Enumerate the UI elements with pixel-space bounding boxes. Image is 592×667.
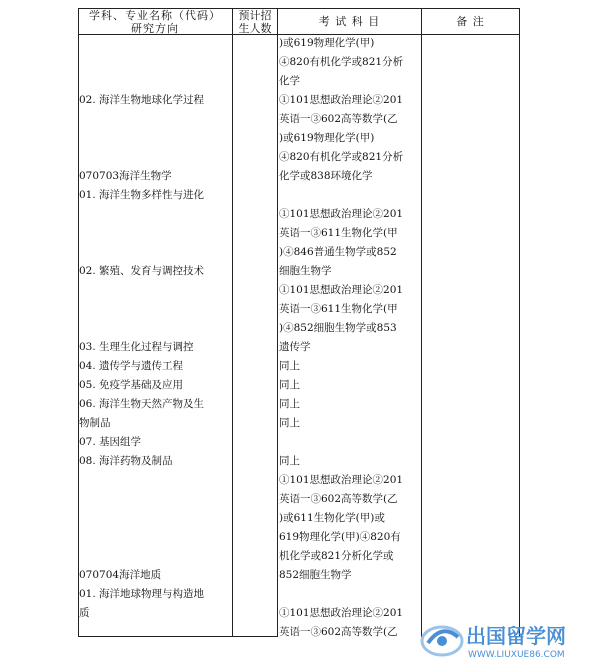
exam-line: 619物理化学(甲)④820有 [279,531,401,543]
major-row: 01. 海洋生物多样性与进化 [79,189,205,201]
exam-line: 化学 [279,75,300,87]
header-enrollment-line2: 生人数 [238,22,272,35]
major-row: 06. 海洋生物天然产物及生 [79,398,205,410]
exam-line: ①101思想政治理论②201 [279,474,404,486]
exam-line: )④846普通生物学或852 [279,246,397,258]
column-divider-3 [421,8,422,637]
header-remarks: 备 注 [456,15,485,28]
major-row: 01. 海洋地球物理与构造地 [79,588,205,600]
exam-line: 化学或838环境化学 [279,170,373,182]
major-row: 070704海洋地质 [79,569,162,581]
exam-line: 细胞生物学 [279,265,332,277]
column-divider-1 [232,8,233,637]
exam-line [279,186,419,205]
major-row: 质 [79,607,90,619]
exam-line: )或619物理化学(甲) [279,132,375,144]
exam-line: ①101思想政治理论②201 [279,94,404,106]
major-row: 物制品 [79,417,111,429]
header-major-line2: 研究方向 [131,22,179,35]
watermark-url: WWW.LIUXUE86.COM [468,650,565,660]
exam-line: ④820有机化学或821分析 [279,56,404,68]
header-major [80,9,230,35]
major-row: 02. 繁殖、发育与调控技术 [79,265,205,277]
exam-line: 机化学或821分析化学或 [279,550,394,562]
major-row: 07. 基因组学 [79,436,142,448]
major-row: 08. 海洋药物及制品 [79,455,173,467]
exam-line: 同上 [279,379,300,391]
table-border-bottom [78,636,278,637]
major-row: 04. 遗传学与遗传工程 [79,360,184,372]
exam-line: )或611生物化学(甲)或 [279,512,385,524]
exam-line: ①101思想政治理论②201 [279,208,404,220]
exam-line: 英语一③602高等数学(乙 [279,626,398,638]
exam-line: 852细胞生物学 [279,569,352,581]
header-enrollment [233,9,277,35]
exam-line [279,585,419,604]
exam-line: 英语一③611生物化学(甲 [279,227,398,239]
exam-line: ①101思想政治理论②201 [279,607,404,619]
major-row: 03. 生理生化过程与调控 [79,341,194,353]
exam-subjects-column [279,34,419,642]
header-major-line1: 学科、专业名称（代码） [89,9,221,22]
table-border-right [519,8,520,637]
exam-line: 英语一③602高等数学(乙 [279,113,398,125]
exam-line [279,433,419,452]
exam-line: 遗传学 [279,341,311,353]
exam-line: 同上 [279,398,300,410]
exam-line: 同上 [279,360,300,372]
watermark-logo-icon [420,617,588,663]
exam-line: )或619物理化学(甲) [279,37,375,49]
header-exam-subjects: 考 试 科 目 [318,15,381,28]
major-row: 05. 免疫学基础及应用 [79,379,184,391]
exam-line: 英语一③611生物化学(甲 [279,303,398,315]
exam-line: ①101思想政治理论②201 [279,284,404,296]
major-row: 02. 海洋生物地球化学过程 [79,94,205,106]
exam-line: 英语一③602高等数学(乙 [279,493,398,505]
site-watermark [420,617,588,663]
exam-line: 同上 [279,417,300,429]
major-row: 070703海洋生物学 [79,170,172,182]
watermark-logo-text: 出国留学网 [466,624,566,648]
header-enrollment-line1: 预计招 [238,9,272,22]
exam-line: )④852细胞生物学或853 [279,322,397,334]
exam-line: ④820有机化学或821分析 [279,151,404,163]
column-divider-2 [277,8,278,637]
exam-line: 同上 [279,455,300,467]
